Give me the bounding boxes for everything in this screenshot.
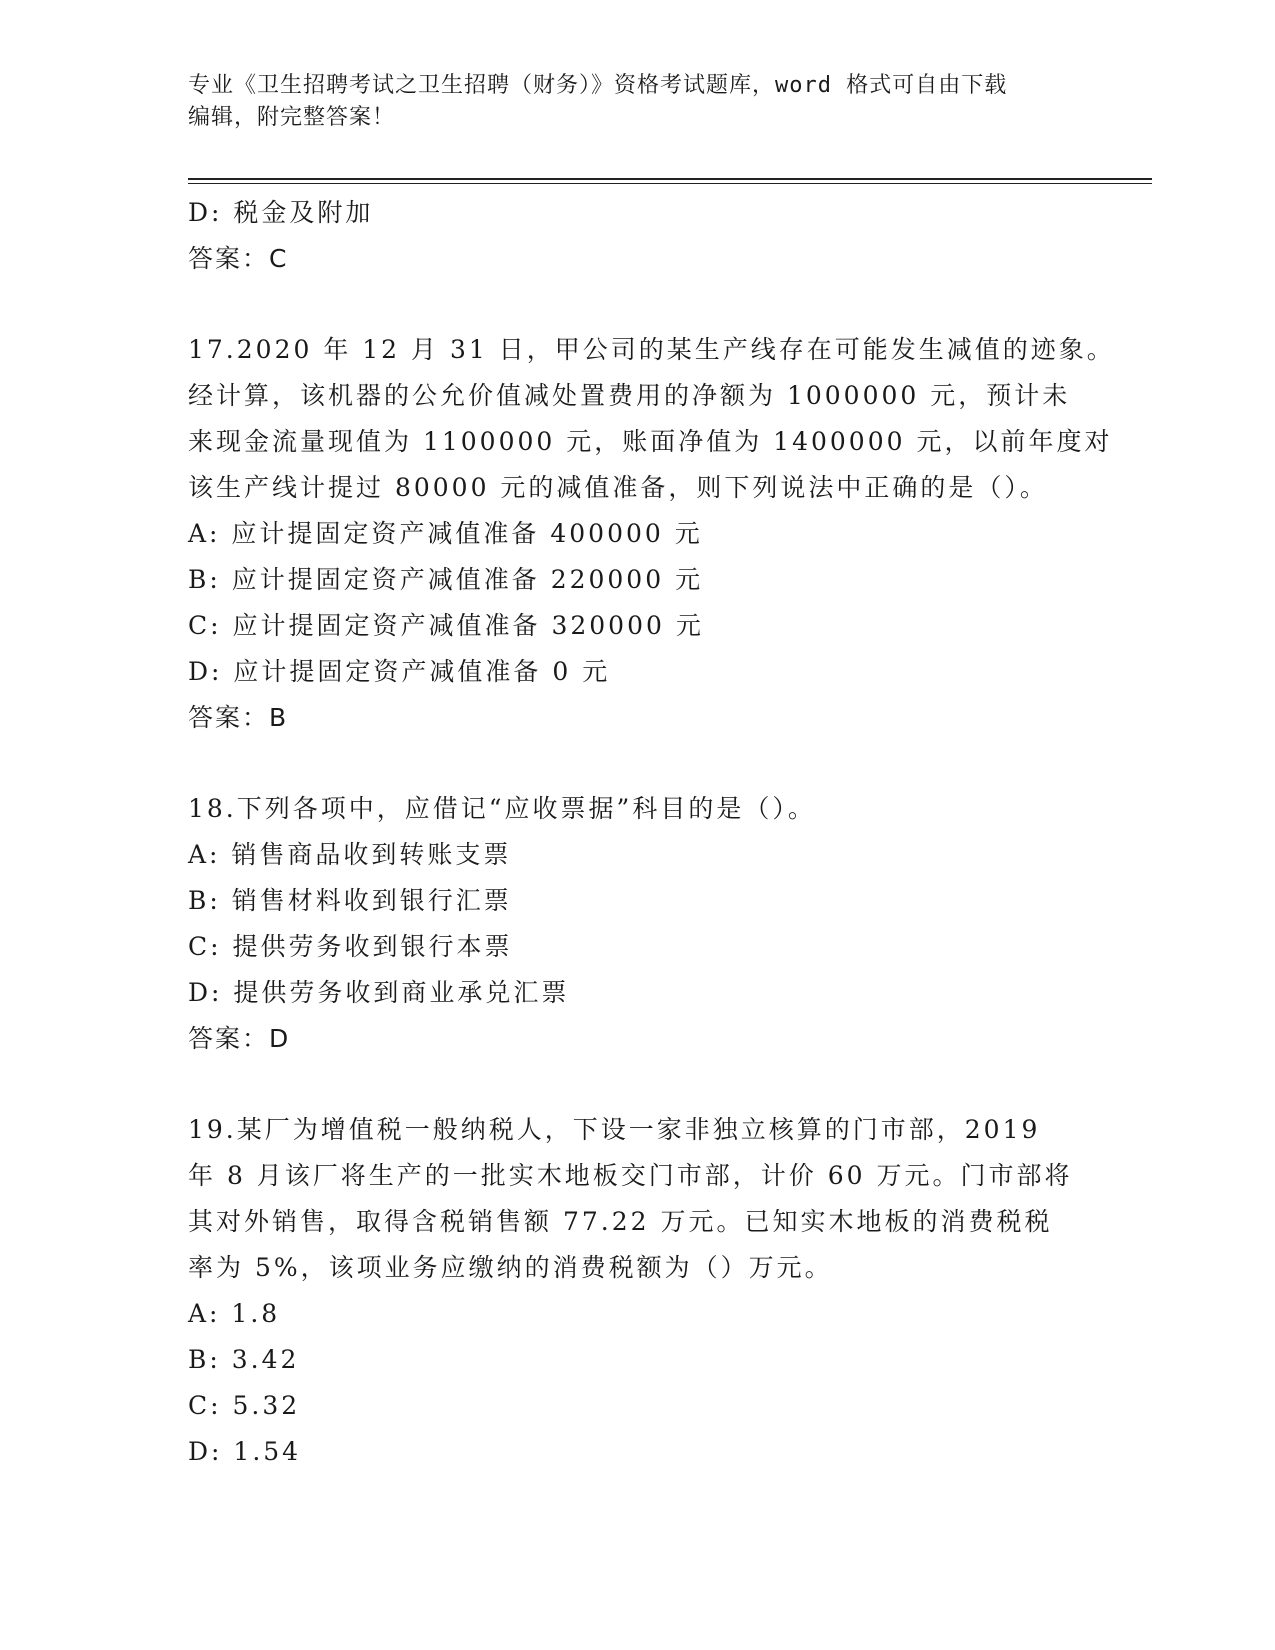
header-line-1: 专业《卫生招聘考试之卫生招聘（财务）》资格考试题库，word 格式可自由下载	[188, 73, 1008, 98]
header-line-2: 编辑，附完整答案！	[188, 105, 396, 130]
question-text-line: 年 8 月该厂将生产的一批实木地板交门市部，计价 60 万元。门市部将	[188, 1161, 1073, 1190]
spacer	[188, 741, 1088, 786]
answer-line: 答案：D	[188, 1024, 291, 1053]
option-a: A: 1.8	[188, 1299, 281, 1328]
option-d: D: 1.54	[188, 1437, 302, 1466]
option-d: D: 提供劳务收到商业承兑汇票	[188, 978, 570, 1007]
option-d: D: 税金及附加	[188, 198, 374, 227]
header-divider-thick	[188, 178, 1152, 180]
question-text-line: 经计算，该机器的公允价值减处置费用的净额为 1000000 元，预计未	[188, 381, 1071, 410]
question-text-line: 率为 5%，该项业务应缴纳的消费税额为（）万元。	[188, 1253, 833, 1282]
document-body	[188, 190, 1115, 1475]
option-c: C: 应计提固定资产减值准备 320000 元	[188, 611, 704, 640]
answer-line: 答案：C	[188, 244, 289, 273]
option-b: B: 3.42	[188, 1345, 300, 1374]
question-text-line: 17.2020 年 12 月 31 日，甲公司的某生产线存在可能发生减值的迹象。	[188, 335, 1115, 364]
document-header	[188, 70, 1068, 134]
option-d: D: 应计提固定资产减值准备 0 元	[188, 657, 611, 686]
question-19	[188, 1107, 1088, 1475]
question-17	[188, 327, 1115, 741]
question-18	[188, 786, 1088, 1062]
question-text-line: 18.下列各项中，应借记“应收票据”科目的是（）。	[188, 794, 816, 823]
option-c: C: 提供劳务收到银行本票	[188, 932, 513, 961]
previous-question-tail	[188, 190, 1088, 282]
option-b: B: 应计提固定资产减值准备 220000 元	[188, 565, 704, 594]
answer-line: 答案：B	[188, 703, 289, 732]
spacer	[188, 1062, 1088, 1107]
option-a: A: 应计提固定资产减值准备 400000 元	[188, 519, 703, 548]
option-b: B: 销售材料收到银行汇票	[188, 886, 512, 915]
question-text-line: 19.某厂为增值税一般纳税人，下设一家非独立核算的门市部，2019	[188, 1115, 1041, 1144]
option-a: A: 销售商品收到转账支票	[188, 840, 512, 869]
option-c: C: 5.32	[188, 1391, 301, 1420]
header-divider-thin	[188, 183, 1152, 184]
question-text-line: 来现金流量现值为 1100000 元，账面净值为 1400000 元，以前年度对	[188, 427, 1113, 456]
question-text-line: 其对外销售，取得含税销售额 77.22 万元。已知实木地板的消费税税	[188, 1207, 1053, 1236]
spacer	[188, 282, 1088, 327]
question-text-line: 该生产线计提过 80000 元的减值准备，则下列说法中正确的是（）。	[188, 473, 1048, 502]
